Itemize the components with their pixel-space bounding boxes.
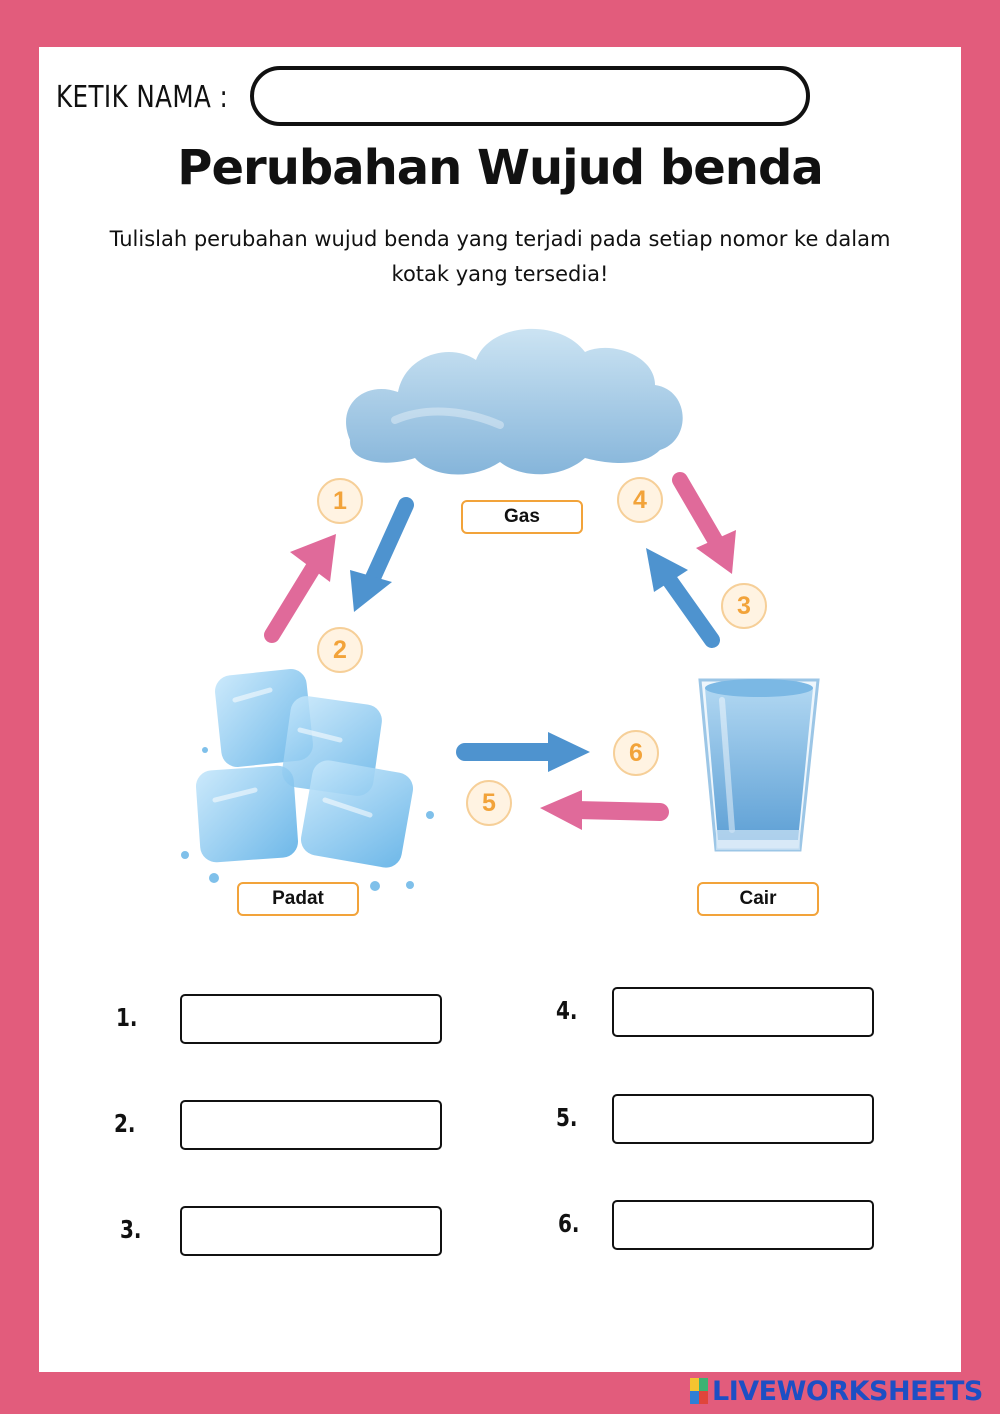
- water-glass-icon: [700, 679, 818, 850]
- marker-1-badge: 1: [317, 478, 363, 524]
- arrow-1-icon: [272, 534, 336, 635]
- arrow-3-icon: [646, 548, 712, 640]
- instruction-text: Tulislah perubahan wujud benda yang terjadi pada setiap nomor ke dalam kotak yang tersedia!: [109, 227, 891, 286]
- arrow-4-icon: [680, 480, 736, 574]
- marker-6-badge: 6: [613, 730, 659, 776]
- answer-input-5[interactable]: [612, 1094, 874, 1144]
- answer-number-3: 3.: [120, 1215, 142, 1244]
- arrow-6-icon: [465, 732, 590, 772]
- answer-number-5: 5.: [556, 1103, 578, 1132]
- liveworksheets-logo[interactable]: [690, 1376, 983, 1406]
- state-label-solid: Padat: [237, 882, 359, 916]
- answer-input-2[interactable]: [180, 1100, 442, 1150]
- answer-number-4: 4.: [556, 996, 578, 1025]
- liveworksheets-logo-icon: [690, 1378, 708, 1404]
- answer-number-1: 1.: [116, 1003, 138, 1032]
- ice-cubes-icon: [181, 667, 434, 891]
- cloud-icon: [346, 329, 683, 475]
- answer-input-3[interactable]: [180, 1206, 442, 1256]
- marker-3-badge: 3: [721, 583, 767, 629]
- state-label-liquid: Cair: [697, 882, 819, 916]
- marker-2-badge: 2: [317, 627, 363, 673]
- answer-number-6: 6.: [558, 1209, 580, 1238]
- answer-input-1[interactable]: [180, 994, 442, 1044]
- arrow-2-icon: [350, 505, 406, 612]
- answer-input-4[interactable]: [612, 987, 874, 1037]
- page-title: Perubahan Wujud benda: [177, 140, 823, 196]
- arrow-5-icon: [540, 790, 660, 830]
- marker-4-badge: 4: [617, 477, 663, 523]
- liveworksheets-logo-text: LIVEWORKSHEETS: [712, 1375, 983, 1407]
- marker-5-badge: 5: [466, 780, 512, 826]
- answer-input-6[interactable]: [612, 1200, 874, 1250]
- answer-number-2: 2.: [114, 1109, 136, 1138]
- name-label: KETIK NAMA :: [56, 80, 229, 115]
- state-label-gas: Gas: [461, 500, 583, 534]
